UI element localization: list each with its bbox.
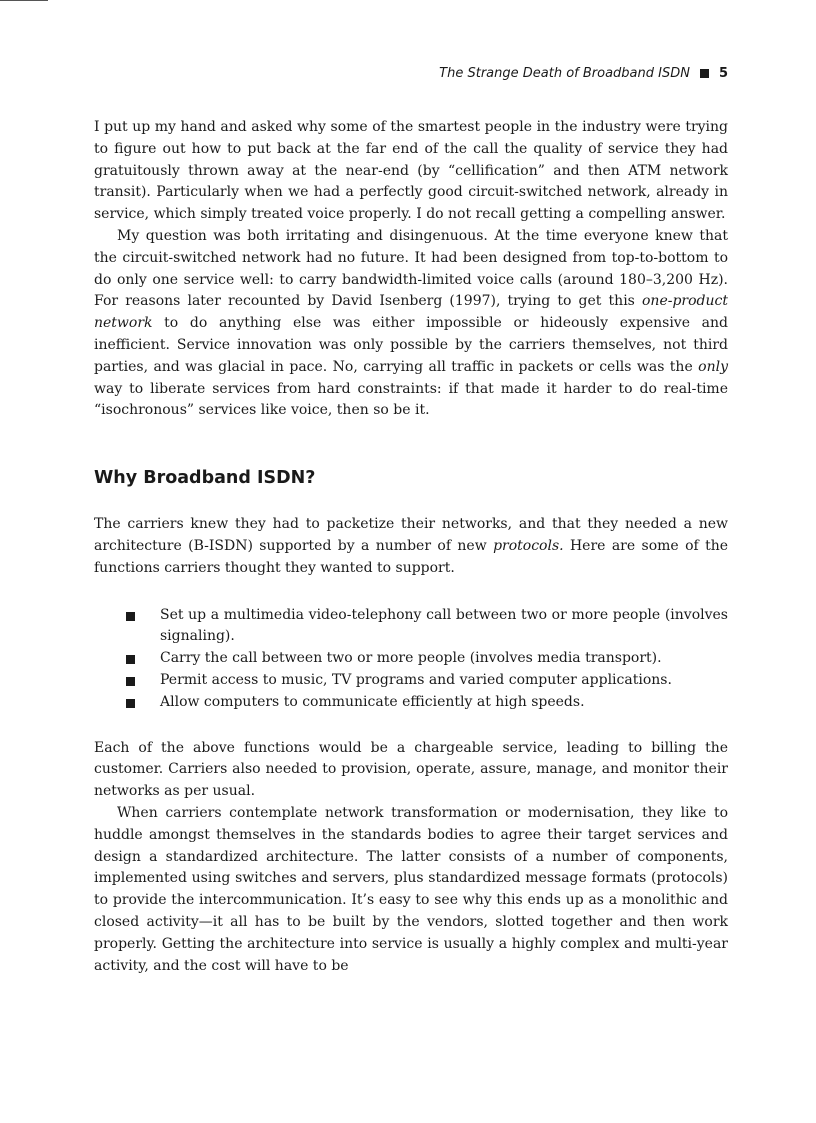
section-heading: Why Broadband ISDN?: [94, 468, 316, 489]
square-bullet-icon: [126, 655, 135, 664]
paragraph-3: [94, 514, 728, 579]
paragraph-1: I put up my hand and asked why some of the smartest people in the industry were trying to figure out how to put back at the far end of the call the quality of service they had gratuitously thrown away at the near-end (by “cellification” and then ATM network transit). Particularly when we had a perfectly good circuit-switched network, already in service, which simply treated voice properly. I do not recall getting a compelling answer.: [94, 119, 728, 223]
list-item-text: Permit access to music, TV programs and varied computer applications.: [160, 671, 672, 688]
list-item: [160, 648, 728, 670]
square-bullet-icon: [126, 699, 135, 708]
list-item-text: Carry the call between two or more people (involves media transport).: [160, 650, 662, 667]
square-bullet-icon: [700, 69, 709, 78]
paragraph-3-text-a: The carriers knew they had to packetize their networks, and that they needed a new architecture (B-ISDN) supported by a number of new: [94, 516, 728, 554]
paragraph-2: [94, 226, 728, 422]
running-title: The Strange Death of Broadband ISDN: [439, 66, 690, 81]
list-item: [160, 670, 728, 692]
corner-rule: [0, 0, 48, 1]
list-item: [160, 605, 728, 649]
paragraph-2-text-c: way to liberate services from hard constraints: if that made it harder to do real-time “isochronous” services like voice, then so be it.: [94, 380, 728, 419]
list-item-text: Set up a multimedia video-telephony call between two or more people (involves signaling).: [160, 606, 728, 645]
emphasis-one-product-network: one-product network: [94, 293, 728, 332]
page-body: [94, 117, 728, 977]
emphasis-only: only: [698, 358, 728, 375]
paragraph-5: When carriers contemplate network transformation or modernisation, they like to huddle amongst themselves in the standards bodies to agree their target services and design a standardized architecture. The latter consists of a number of components, implemented using switches and servers, plus standardized message formats (protocols) to provide the intercommunication. It’s easy to see why this ends up as a monolithic and closed activity—it all has to be built by the vendors, slotted together and then work properly. Getting the architecture into service is usually a highly complex and multi-year activity, and the cost will have to be: [94, 804, 728, 974]
paragraph-2-text-b: to do anything else was either impossible or hideously expensive and inefficient. Service innovation was only possible by the carriers themselves, not third parties, and was glacial in pace. No, carrying all traffic in packets or cells was the: [94, 315, 728, 375]
function-list: [94, 605, 728, 714]
emphasis-protocols: protocols.: [493, 537, 564, 554]
paragraph-2-text-a: My question was both irritating and disingenuous. At the time everyone knew that the circuit-switched network had no future. It had been designed from top-to-bottom to do only one service well: to carry bandwidth-limited voice calls (around 180–3,200 Hz). For reasons later recounted by David Isenberg (1997), trying to get this: [94, 227, 728, 310]
list-item-text: Allow computers to communicate efficiently at high speeds.: [160, 693, 585, 710]
list-item: [160, 692, 728, 714]
page-number: 5: [718, 66, 728, 81]
square-bullet-icon: [126, 677, 135, 686]
paragraph-3-text-b: Here are some of the functions carriers thought they wanted to support.: [94, 537, 728, 576]
square-bullet-icon: [126, 612, 135, 621]
paragraph-4: Each of the above functions would be a chargeable service, leading to billing the customer. Carriers also needed to provision, operate, assure, manage, and monitor their networks as per usual.: [94, 739, 728, 800]
running-head: [439, 66, 728, 81]
